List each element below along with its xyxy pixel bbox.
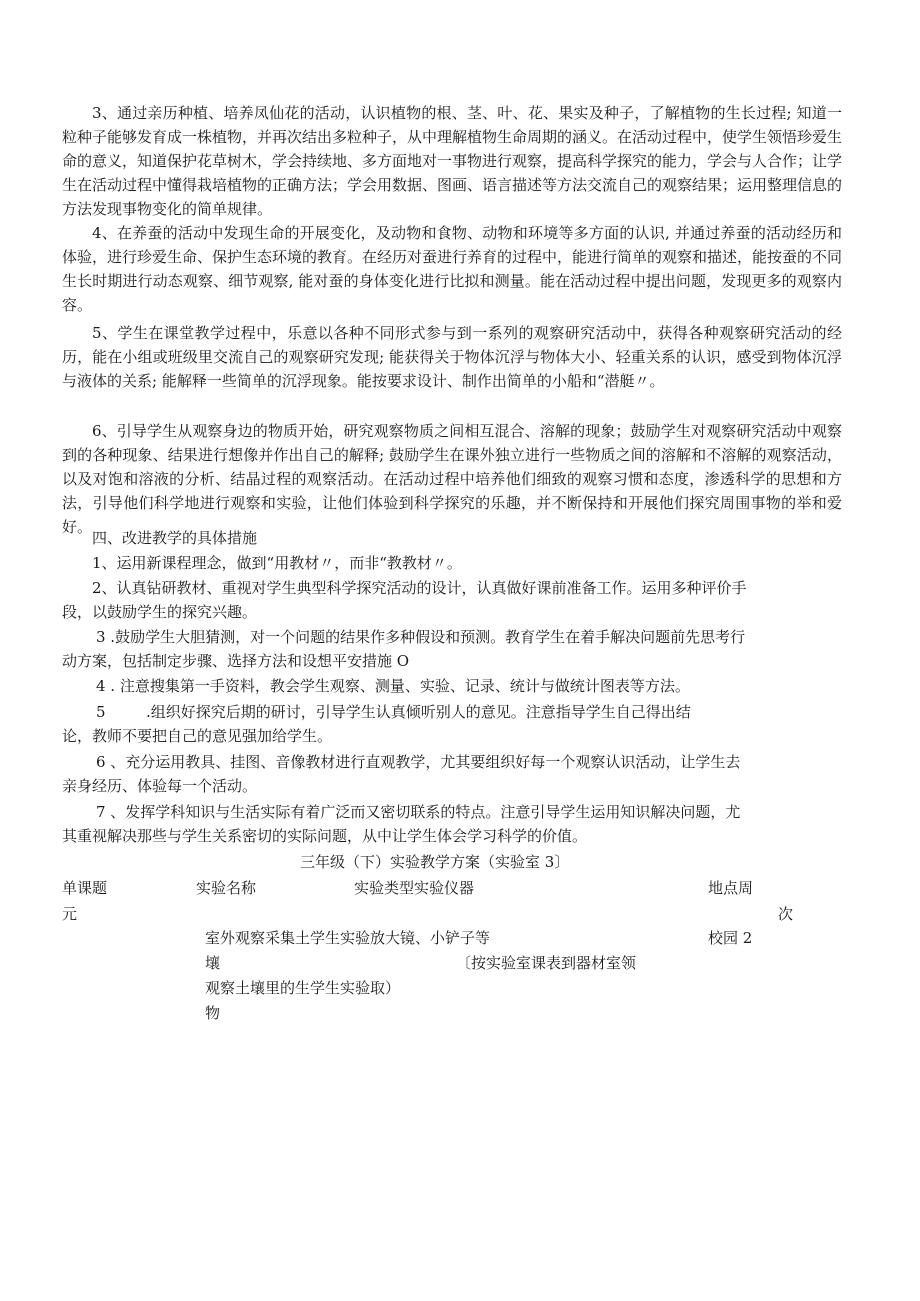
header-location-week-wrap: 次 [778,905,794,923]
row-line-3: 观察土壤里的生学生实验取） [205,979,401,997]
section-heading: 四、改进教学的具体措施 [92,529,258,547]
measure-2-line-1: 2、认真钻研教材、重视对学生典型科学探究活动的设计，认真做好课前准备工作。运用多种评价手 [92,579,747,597]
row-line-4: 物 [205,1004,221,1022]
measure-5-line-2: 论，教师不要把自己的意见强加给学生。 [62,727,333,745]
table-title: 三年级（下）实验教学方案（实验室 3〕 [300,853,570,871]
measure-5-line-1: .组织好探究后期的研讨，引导学生认真倾听别人的意见。注意指导学生自己得出结 [146,703,691,721]
row-line-2a: 壤 [205,954,221,972]
row-location: 校园 2 [708,929,753,947]
measure-6-line-1: 6 、充分运用教具、挂图、音像教材进行直观教学，尤其要组织好每一个观察认识活动，让学生去 [96,753,741,771]
measure-4: 4 . 注意搜集第一手资料，教会学生观察、测量、实验、记录、统计与做统计图表等方法。 [96,677,690,695]
measure-3-line-2: 动方案，包括制定步骤、选择方法和设想平安措施 O [62,652,410,670]
row-line-1: 室外观察采集土学生实验放大镜、小铲子等 [205,929,491,947]
measure-5-number: 5 [96,703,106,721]
header-location-week: 地点周 [708,879,754,897]
header-unit: 单课题 [62,879,108,897]
measure-7-line-1: 7 、发挥学科知识与生活实际有着广泛而又密切联系的特点。注意引导学生运用知识解决问题，尤 [96,803,741,821]
paragraph-6: 6、引导学生从观察身边的物质开始，研究观察物质之间相互混合、溶解的现象；鼓励学生对观察研究活动中观察到的各种现象、结果进行想像并作出自己的解释; 鼓励学生在课外独立进行一些物质之间的溶解和不溶解的观察活动，以及对饱和溶液的分析、结晶过程的观察活动。在活动过程中培养他们细致的观察习惯和态度，渗透科学的思想和方法，引导他们科学地进行观察和实验，让他们体验到科学探究的乐趣，并不断保持和开展他们探究周围事物的举和爱好。 [62,422,842,536]
header-unit-wrap: 元 [62,905,78,923]
measure-2-line-2: 段，以鼓励学生的探究兴趣。 [62,603,258,621]
paragraph-5: 5、学生在课堂教学过程中，乐意以各种不同形式参与到一系列的观察研究活动中，获得各种观察研究活动的经历，能在小组或班级里交流自己的观察研究发现; 能获得关于物体沉浮与物体大小、轻重关系的认识，感受到物体沉浮与液体的关系; 能解释一些简单的沉浮现象。能按要求设计、制作出简单的小船和“潜艇〃。 [62,324,842,390]
paragraph-3: 3、通过亲历种植、培养凤仙花的活动，认识植物的根、茎、叶、花、果实及种子，了解植物的生长过程; 知道一粒种子能够发育成一株植物，并再次结出多粒种子，从中理解植物生命周期的涵义。在活动过程中，使学生领悟珍爱生命的意义，知道保护花草树木，学会持续地、多方面地对一事物进行观察，提高科学探究的能力，学会与人合作；让学生在活动过程中懂得栽培植物的正确方法；学会用数据、图画、语言描述等方法交流自己的观察结果；运用整理信息的方法发现事物变化的简单规律。 [62,104,843,218]
measure-1: 1、运用新课程理念，做到“用教材〃，而非“教教材〃。 [92,554,462,572]
header-type-equipment: 实验类型实验仪器 [354,879,475,897]
row-line-2b: 〔按实验室课表到器材室领 [456,954,637,972]
header-experiment-name: 实验名称 [196,879,257,897]
measure-7-line-2: 其重视解决那些与学生关系密切的实际问题，从中让学生体会学习科学的价值。 [62,827,588,845]
measure-3-line-1: 3 .鼓励学生大胆猜测，对一个问题的结果作多种假设和预测。教育学生在着手解决问题前先思考行 [96,628,746,646]
paragraph-4: 4、在养蚕的活动中发现生命的开展变化，及动物和食物、动物和环境等多方面的认识, 并通过养蚕的活动经历和体验，进行珍爱生命、保护生态环境的教育。在经历对蚕进行养育的过程中，能进行简单的观察和描述，能按蚕的不同生长时期进行动态观察、细节观察, 能对蚕的身体变化进行比拟和测量。能在活动过程中提出问题，发现更多的观察内容。 [62,224,843,314]
measure-6-line-2: 亲身经历、体验每一个活动。 [62,777,258,795]
